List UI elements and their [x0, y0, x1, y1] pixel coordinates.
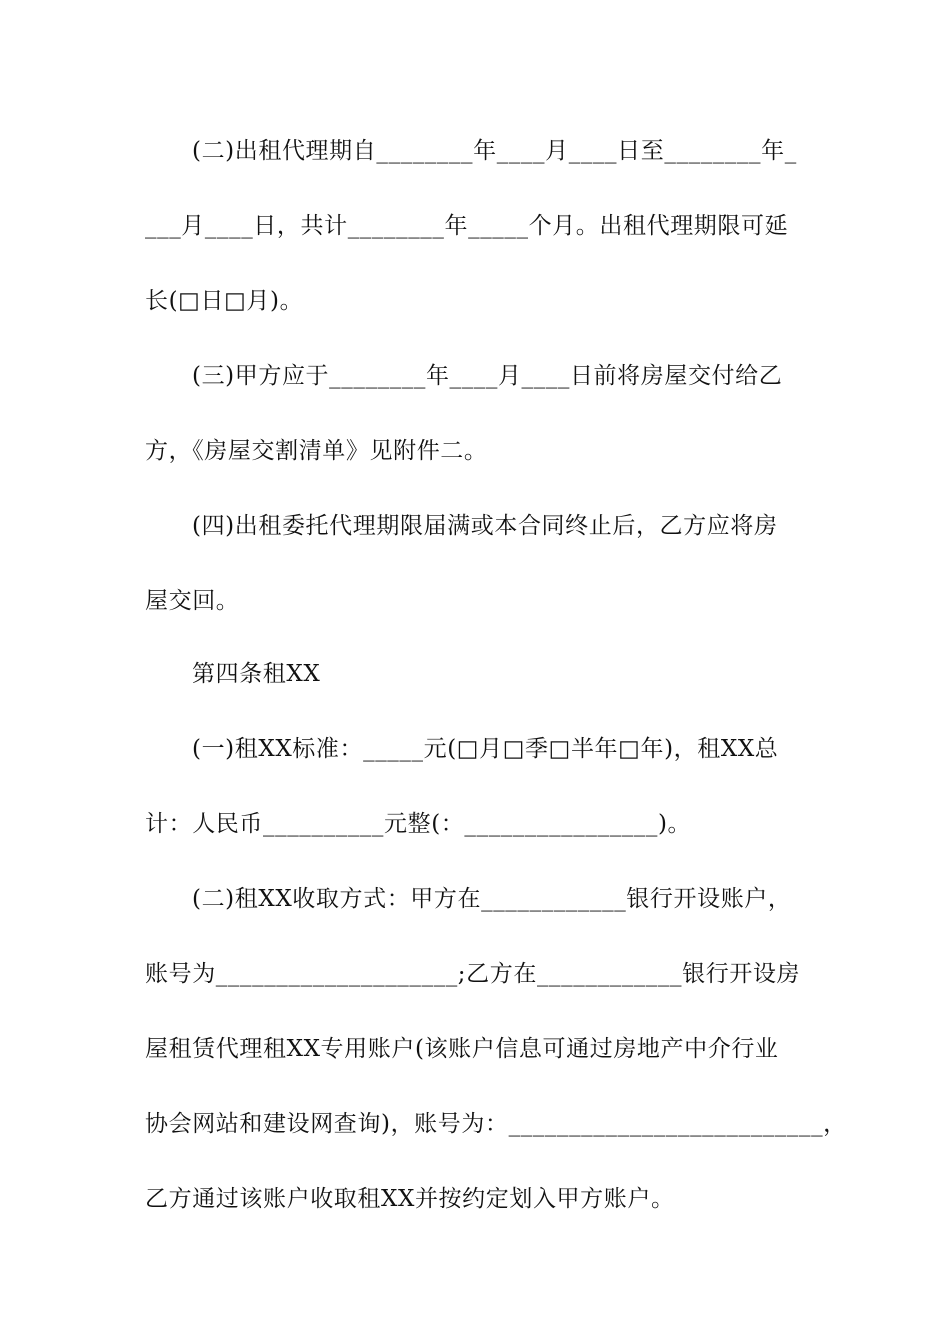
paragraph-rent-collection-line-5: 乙方通过该账户收取租XX并按约定划入甲方账户。 — [145, 1186, 675, 1212]
paragraph-rent-collection-line-3: 屋租赁代理租XX专用账户(该账户信息可通过房地产中介行业 — [145, 1036, 779, 1062]
paragraph-rent-standard-line-2: 计：人民币__________元整(：________________)。 — [145, 811, 692, 837]
paragraph-rent-collection-line-1: (二)租XX收取方式：甲方在____________银行开设账户， — [192, 886, 792, 912]
paragraph-lease-period-line-2: ___月____日，共计________年_____个月。出租代理期限可延 — [145, 213, 789, 239]
article-four-heading: 第四条租XX — [192, 661, 321, 687]
paragraph-rent-standard-line-1: (一)租XX标准：_____元(□月□季□半年□年)，租XX总 — [192, 736, 779, 762]
paragraph-handover-line-1: (三)甲方应于________年____月____日前将房屋交付给乙 — [192, 363, 783, 389]
paragraph-rent-collection-line-4: 协会网站和建设网查询)，账号为：__________________________， — [145, 1111, 847, 1137]
paragraph-rent-collection-line-2: 账号为____________________;乙方在____________银行开设房 — [145, 961, 801, 987]
paragraph-handover-line-2: 方，《房屋交割清单》见附件二。 — [145, 438, 488, 464]
paragraph-return-line-2: 屋交回。 — [145, 588, 240, 614]
paragraph-lease-period-line-1: (二)出租代理期自________年____月____日至________年_ — [192, 138, 797, 164]
paragraph-return-line-1: (四)出租委托代理期限届满或本合同终止后，乙方应将房 — [192, 513, 778, 539]
paragraph-lease-period-line-3: 长(□日□月)。 — [145, 288, 304, 314]
